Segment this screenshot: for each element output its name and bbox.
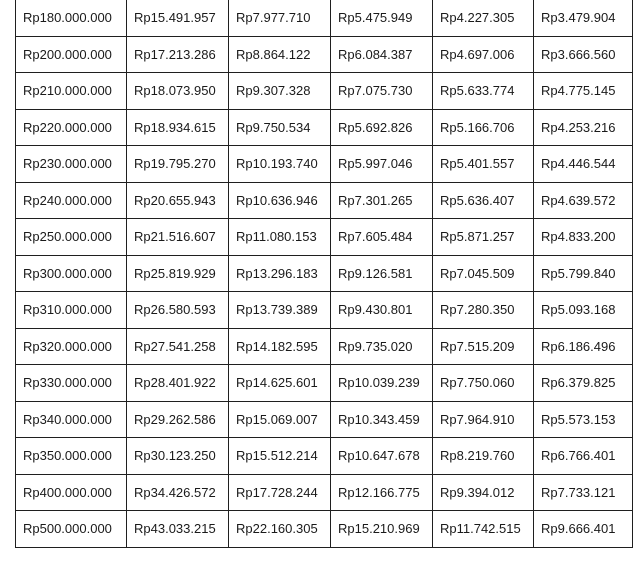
installment-cell: Rp6.186.496 (534, 328, 633, 365)
installment-cell: Rp7.964.910 (433, 401, 534, 438)
table-row (16, 255, 633, 292)
installment-cell: Rp10.193.740 (229, 146, 331, 183)
installment-cell: Rp13.296.183 (229, 255, 331, 292)
loan-amount-cell: Rp250.000.000 (16, 219, 127, 256)
loan-amount-cell: Rp210.000.000 (16, 73, 127, 110)
table-row (16, 292, 633, 329)
installment-cell: Rp10.343.459 (331, 401, 433, 438)
loan-amount-cell: Rp330.000.000 (16, 365, 127, 402)
installment-cell: Rp29.262.586 (127, 401, 229, 438)
installment-cell: Rp9.126.581 (331, 255, 433, 292)
installment-cell: Rp15.069.007 (229, 401, 331, 438)
installment-cell: Rp9.430.801 (331, 292, 433, 329)
installment-cell: Rp10.647.678 (331, 438, 433, 475)
installment-cell: Rp20.655.943 (127, 182, 229, 219)
table-row (16, 73, 633, 110)
loan-amount-cell: Rp500.000.000 (16, 511, 127, 548)
installment-cell: Rp9.666.401 (534, 511, 633, 548)
table-body (16, 0, 633, 547)
installment-cell: Rp10.039.239 (331, 365, 433, 402)
installment-cell: Rp19.795.270 (127, 146, 229, 183)
installment-cell: Rp5.401.557 (433, 146, 534, 183)
installment-cell: Rp7.515.209 (433, 328, 534, 365)
loan-installment-table-container (15, 0, 632, 548)
table-row (16, 438, 633, 475)
installment-cell: Rp5.799.840 (534, 255, 633, 292)
installment-cell: Rp7.750.060 (433, 365, 534, 402)
installment-cell: Rp6.766.401 (534, 438, 633, 475)
loan-amount-cell: Rp340.000.000 (16, 401, 127, 438)
installment-cell: Rp7.977.710 (229, 0, 331, 36)
installment-cell: Rp21.516.607 (127, 219, 229, 256)
installment-cell: Rp28.401.922 (127, 365, 229, 402)
installment-cell: Rp5.093.168 (534, 292, 633, 329)
installment-cell: Rp6.379.825 (534, 365, 633, 402)
installment-cell: Rp6.084.387 (331, 36, 433, 73)
installment-cell: Rp8.219.760 (433, 438, 534, 475)
loan-amount-cell: Rp350.000.000 (16, 438, 127, 475)
loan-amount-cell: Rp220.000.000 (16, 109, 127, 146)
installment-cell: Rp9.394.012 (433, 474, 534, 511)
installment-cell: Rp30.123.250 (127, 438, 229, 475)
loan-amount-cell: Rp200.000.000 (16, 36, 127, 73)
installment-cell: Rp4.697.006 (433, 36, 534, 73)
installment-cell: Rp4.227.305 (433, 0, 534, 36)
loan-amount-cell: Rp310.000.000 (16, 292, 127, 329)
installment-cell: Rp4.446.544 (534, 146, 633, 183)
table-row (16, 182, 633, 219)
installment-cell: Rp5.871.257 (433, 219, 534, 256)
installment-cell: Rp5.166.706 (433, 109, 534, 146)
installment-cell: Rp15.512.214 (229, 438, 331, 475)
installment-cell: Rp7.075.730 (331, 73, 433, 110)
loan-amount-cell: Rp400.000.000 (16, 474, 127, 511)
installment-cell: Rp15.491.957 (127, 0, 229, 36)
installment-cell: Rp5.573.153 (534, 401, 633, 438)
installment-cell: Rp7.605.484 (331, 219, 433, 256)
loan-amount-cell: Rp320.000.000 (16, 328, 127, 365)
loan-amount-cell: Rp300.000.000 (16, 255, 127, 292)
table-row (16, 328, 633, 365)
installment-cell: Rp18.934.615 (127, 109, 229, 146)
installment-cell: Rp18.073.950 (127, 73, 229, 110)
installment-cell: Rp3.666.560 (534, 36, 633, 73)
installment-cell: Rp7.045.509 (433, 255, 534, 292)
table-row (16, 36, 633, 73)
installment-cell: Rp4.833.200 (534, 219, 633, 256)
table-row (16, 219, 633, 256)
installment-cell: Rp27.541.258 (127, 328, 229, 365)
installment-cell: Rp9.307.328 (229, 73, 331, 110)
installment-cell: Rp26.580.593 (127, 292, 229, 329)
installment-cell: Rp15.210.969 (331, 511, 433, 548)
installment-cell: Rp11.080.153 (229, 219, 331, 256)
installment-cell: Rp9.735.020 (331, 328, 433, 365)
installment-cell: Rp7.733.121 (534, 474, 633, 511)
installment-cell: Rp14.182.595 (229, 328, 331, 365)
installment-cell: Rp17.728.244 (229, 474, 331, 511)
installment-cell: Rp34.426.572 (127, 474, 229, 511)
installment-cell: Rp7.301.265 (331, 182, 433, 219)
loan-amount-cell: Rp180.000.000 (16, 0, 127, 36)
installment-cell: Rp13.739.389 (229, 292, 331, 329)
installment-cell: Rp8.864.122 (229, 36, 331, 73)
table-row (16, 511, 633, 548)
table-row (16, 474, 633, 511)
installment-cell: Rp5.633.774 (433, 73, 534, 110)
installment-cell: Rp5.636.407 (433, 182, 534, 219)
table-row (16, 109, 633, 146)
installment-cell: Rp4.775.145 (534, 73, 633, 110)
installment-cell: Rp4.253.216 (534, 109, 633, 146)
installment-cell: Rp11.742.515 (433, 511, 534, 548)
installment-cell: Rp12.166.775 (331, 474, 433, 511)
table-row (16, 0, 633, 36)
table-row (16, 401, 633, 438)
installment-cell: Rp7.280.350 (433, 292, 534, 329)
loan-amount-cell: Rp230.000.000 (16, 146, 127, 183)
installment-cell: Rp22.160.305 (229, 511, 331, 548)
loan-installment-table (15, 0, 633, 548)
installment-cell: Rp5.692.826 (331, 109, 433, 146)
installment-cell: Rp4.639.572 (534, 182, 633, 219)
installment-cell: Rp10.636.946 (229, 182, 331, 219)
installment-cell: Rp17.213.286 (127, 36, 229, 73)
table-row (16, 146, 633, 183)
installment-cell: Rp5.475.949 (331, 0, 433, 36)
installment-cell: Rp43.033.215 (127, 511, 229, 548)
installment-cell: Rp25.819.929 (127, 255, 229, 292)
installment-cell: Rp5.997.046 (331, 146, 433, 183)
installment-cell: Rp3.479.904 (534, 0, 633, 36)
installment-cell: Rp14.625.601 (229, 365, 331, 402)
table-row (16, 365, 633, 402)
loan-amount-cell: Rp240.000.000 (16, 182, 127, 219)
installment-cell: Rp9.750.534 (229, 109, 331, 146)
